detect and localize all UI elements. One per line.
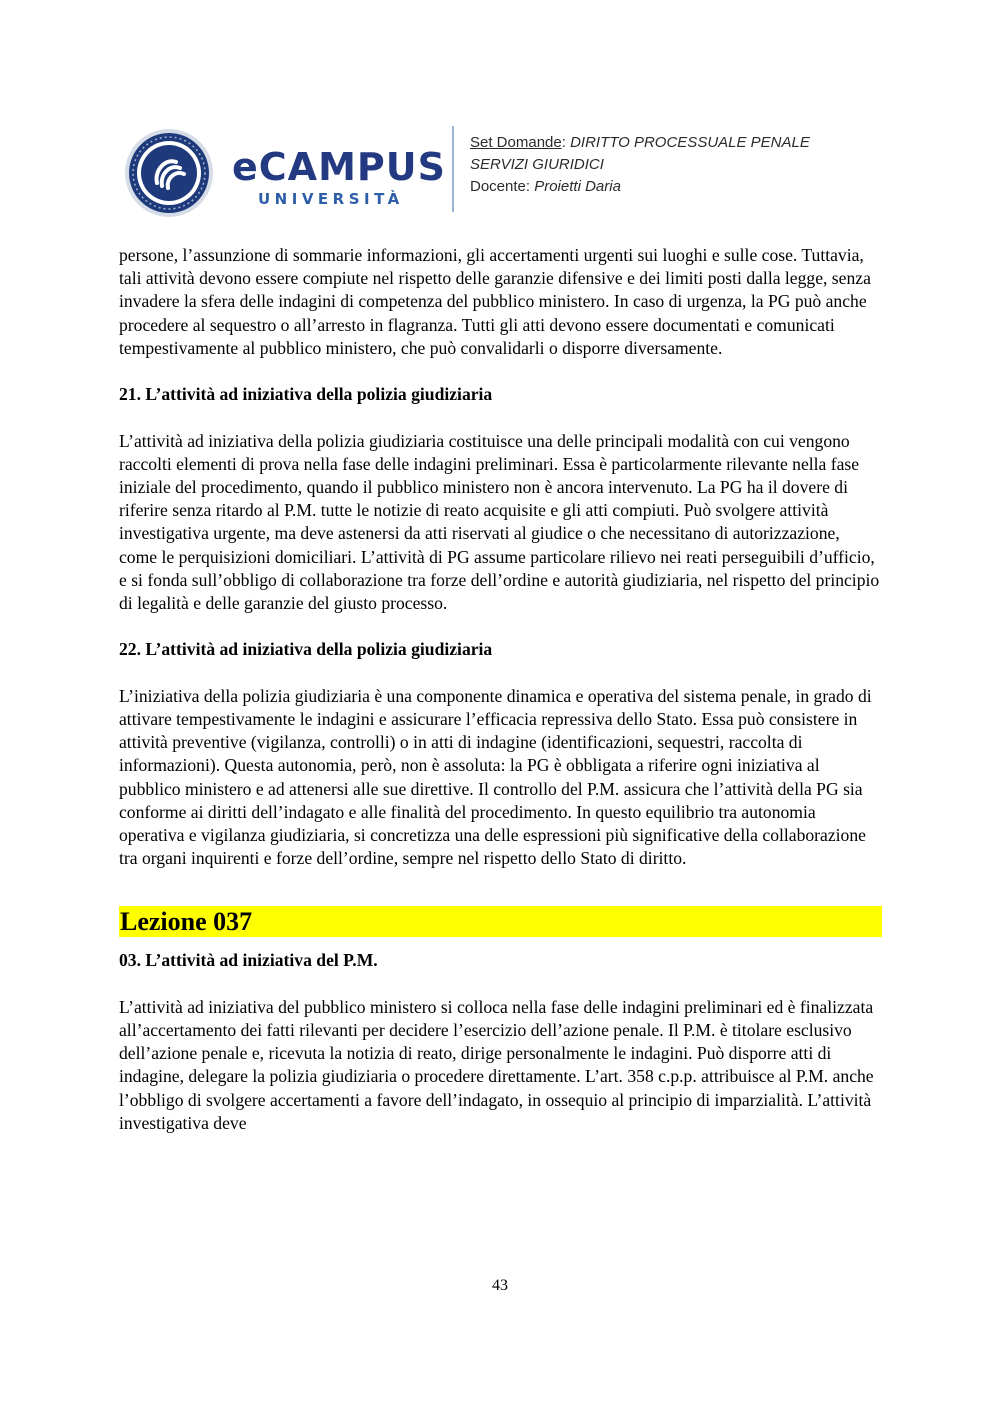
teacher-label: Docente: [470, 178, 526, 195]
university-seal-logo: [124, 128, 214, 218]
section-paragraph-03: L’attività ad iniziativa del pubblico ministero si colloca nella fase delle indagini preliminari ed è finalizzata all’accertamento dei fatti rilevanti per decidere l’esercizio dell’azione penale. Il P.M. è titolare esclusivo dell’azione penale e, ricevuta la notizia di reato, dirige personalmente le indagini. Può disporre atti di indagine, delegare la polizia giudiziaria o procedere direttamente. L’art. 358 c.p.p. attribuisce al P.M. anche l’obbligo di svolgere accertamenti a favore dell’indagato, in ossequio al principio di imparzialità. L’attività investigativa deve: [119, 996, 874, 1133]
page-number: 43: [492, 1277, 508, 1294]
set-label: Set Domande: [470, 134, 562, 151]
lesson-title: Lezione 037: [119, 906, 882, 937]
logo-brand-text: eCAMPUS: [232, 145, 446, 189]
course-info: [470, 132, 810, 198]
page-header: [118, 118, 888, 218]
teacher-line: Docente: Proietti Daria: [470, 178, 621, 195]
set-line: Set Domande: DIRITTO PROCESSUALE PENALE: [470, 134, 810, 151]
university-wordmark: [232, 145, 446, 212]
header-divider: [452, 126, 454, 212]
course-line: [470, 154, 810, 176]
document-body: [119, 244, 882, 1158]
section-paragraph-22: L’iniziativa della polizia giudiziaria è una componente dinamica e operativa del sistema penale, in grado di attivare tempestivamente le indagini e assicurare l’efficacia repressiva dello Stato. Essa può consistere in attività preventive (vigilanza, controlli) o in atti di indagine (identificazioni, sequestri, raccolta di informazioni). Questa autonomia, però, non è assoluta: la PG è obbligata a riferire ogni iniziativa al pubblico ministero e ad attenersi alle sue direttive. Il controllo del P.M. assicura che l’attività della PG sia conforme ai diritti dell’indagato e alle finalità del procedimento. In questo equilibrio tra autonomia operativa e vigilanza giudiziaria, si concretizza una delle espressioni più significative della collaborazione tra organi inquirenti e forze dell’ordine, sempre nel rispetto dello Stato di diritto.: [119, 685, 872, 869]
set-value: DIRITTO PROCESSUALE PENALE: [570, 134, 810, 151]
intro-paragraph: persone, l’assunzione di sommarie informazioni, gli accertamenti urgenti sui luoghi e sulle cose. Tuttavia, tali attività devono essere compiute nel rispetto delle garanzie difensive e dei limiti posti dalla legge, senza invadere la sfera delle indagini di competenza del pubblico ministero. In caso di urgenza, la PG può anche procedere al sequestro o all’arresto in flagranza. Tutti gli atti devono essere documentati e comunicati tempestivamente al pubblico ministero, che può convalidarli o disporre diversamente.: [119, 245, 871, 358]
logo-subtitle-text: UNIVERSITÀ: [258, 190, 404, 208]
section-heading-22: 22. L’attività ad iniziativa della polizia giudiziaria: [119, 639, 493, 660]
section-heading-03: 03. L’attività ad iniziativa del P.M.: [119, 950, 378, 971]
course-name: SERVIZI GIURIDICI: [470, 156, 604, 173]
teacher-name: Proietti Daria: [534, 178, 621, 195]
section-paragraph-21: L’attività ad iniziativa della polizia giudiziaria costituisce una delle principali modalità con cui vengono raccolti elementi di prova nella fase delle indagini preliminari. Essa è particolarmente rilevante nella fase iniziale del procedimento, quando il pubblico ministero non è ancora intervenuto. La PG ha il dovere di riferire senza ritardo al P.M. tutte le notizie di reato acquisite e gli atti compiuti. Può svolgere attività investigativa urgente, ma deve astenersi da atti riservati al giudice o che necessitano di autorizzazione, come le perquisizioni domiciliari. L’attività di PG assume particolare rilievo nei reati perseguibili d’ufficio, e si fonda sull’obbligo di collaborazione tra forze dell’ordine e autorità giudiziaria, nel rispetto del principio di legalità e delle garanzie del giusto processo.: [119, 430, 880, 614]
section-heading-21: 21. L’attività ad iniziativa della polizia giudiziaria: [119, 384, 493, 405]
